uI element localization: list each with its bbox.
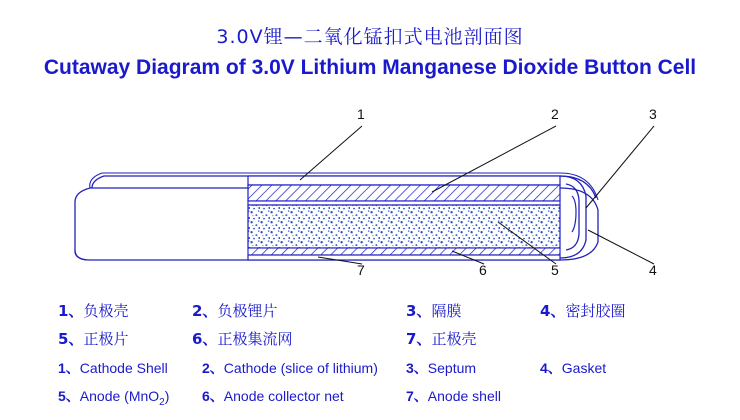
legend-index-en-2: 2、 (202, 360, 224, 376)
legend-index-en-5: 5、 (58, 388, 80, 404)
callout-3: 3 (649, 106, 657, 122)
legend-index-cn-6: 6、 (192, 330, 218, 348)
legend-index-cn-1: 1、 (58, 302, 84, 320)
legend-text-cn-6: 正极集流网 (217, 330, 293, 348)
legend-item-en-4 (540, 358, 606, 378)
legend-item-en-3 (406, 358, 476, 378)
page-title-chinese: 3.0V锂—二氧化锰扣式电池剖面图 (216, 26, 524, 48)
legend-index-en-1: 1、 (58, 360, 80, 376)
legend-item-en-5 (58, 386, 169, 408)
legend-row-english-1 (0, 358, 740, 384)
legend-index-en-4: 4、 (540, 360, 562, 376)
legend-text-en-5: Anode (MnO$_2$) (79, 388, 170, 408)
legend-item-en-1 (58, 358, 168, 378)
layer-anode-collector-net (248, 248, 560, 255)
legend-text-cn-3: 隔膜 (431, 302, 462, 320)
legend-text-en-4: Gasket (561, 360, 607, 376)
legend-item-en-7 (406, 386, 501, 406)
legend-text-en-2: Cathode (slice of lithium) (223, 360, 378, 376)
legend-row-chinese-1 (0, 300, 740, 326)
legend-text-en-6: Anode collector net (223, 388, 344, 404)
layer-anode-mno2 (248, 205, 560, 248)
legend-text-en-7: Anode shell (427, 388, 501, 404)
layer-lithium-slice (248, 185, 560, 201)
layer-cathode-shell (248, 176, 560, 185)
page-title-english: Cutaway Diagram of 3.0V Lithium Manganese Dioxide Button Cell (43, 56, 697, 79)
legend-index-en-6: 6、 (202, 388, 224, 404)
legend-item-cn-2 (192, 300, 277, 321)
callout-1: 1 (357, 106, 365, 122)
legend-index-cn-5: 5、 (58, 330, 84, 348)
legend-index-cn-4: 4、 (540, 302, 566, 320)
legend-index-en-7: 7、 (406, 388, 428, 404)
layer-septum (248, 201, 560, 205)
battery-cutaway-diagram (0, 100, 740, 290)
legend-text-cn-4: 密封胶圈 (565, 302, 626, 320)
battery-cutaway-svg (0, 100, 740, 290)
legend-text-cn-2: 负极锂片 (217, 302, 278, 320)
legend-item-cn-7 (406, 328, 476, 349)
legend-item-cn-5 (58, 328, 128, 349)
callout-5: 5 (551, 262, 559, 278)
legend-index-cn-2: 2、 (192, 302, 218, 320)
legend-index-cn-3: 3、 (406, 302, 432, 320)
legend-index-cn-7: 7、 (406, 330, 432, 348)
legend-text-en-1: Cathode Shell (79, 360, 168, 376)
legend-item-cn-1 (58, 300, 128, 321)
legend-item-cn-4 (540, 300, 625, 321)
callout-4: 4 (649, 262, 657, 278)
legend (0, 296, 740, 420)
legend-item-en-6 (202, 386, 344, 406)
legend-text-cn-1: 负极壳 (83, 302, 129, 320)
legend-text-en-3: Septum (427, 360, 477, 376)
legend-text-cn-7: 正极壳 (431, 330, 477, 348)
legend-item-cn-3 (406, 300, 461, 321)
legend-item-cn-6 (192, 328, 292, 349)
legend-index-en-3: 3、 (406, 360, 428, 376)
callout-7: 7 (357, 262, 365, 278)
callout-2: 2 (551, 106, 559, 122)
callout-6: 6 (479, 262, 487, 278)
legend-row-chinese-2 (0, 328, 740, 354)
legend-item-en-2 (202, 358, 378, 378)
legend-text-cn-5: 正极片 (83, 330, 129, 348)
layer-anode-shell (248, 255, 560, 260)
legend-row-english-2 (0, 386, 740, 412)
